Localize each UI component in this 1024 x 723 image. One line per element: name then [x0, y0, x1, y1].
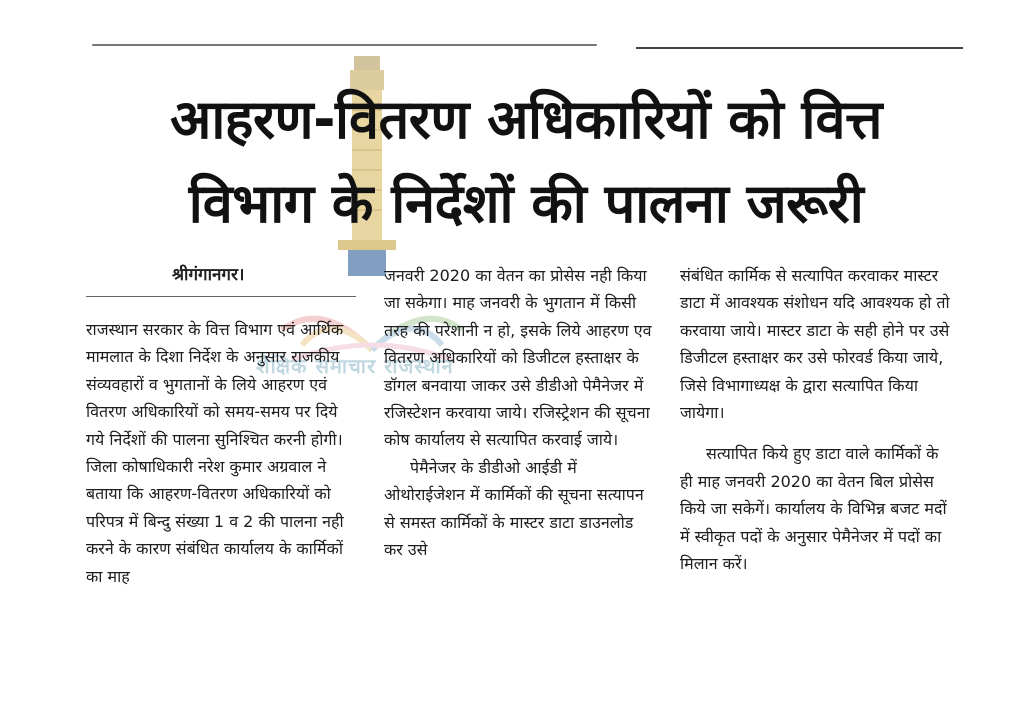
dateline-divider — [86, 296, 356, 297]
headline — [86, 78, 966, 246]
watermark-text: शैक्षिक समाचार राजस्थान — [256, 354, 454, 378]
article-column-2 — [384, 262, 656, 563]
column-2-paragraph-1: जनवरी 2020 का वेतन का प्रोसेस नही किया जा सकेगा। माह जनवरी के भुगतान में किसी तरह की परेशानी न हो, इसके लिये आहरण एव वितरण अधिकारियों को डिजीटल हस्ताक्षर के डॉगल बनवाया जाकर उसे डीडीओ पेमैनेजर में रजिस्टेशन करवाया जाये। रजिस्ट्रेशन की सूचना कोष कार्यालय से सत्यापित करवाई जाये। — [384, 266, 652, 450]
column-3-paragraph-1: संबंधित कार्मिक से सत्यापित करवाकर मास्टर डाटा में आवश्यक संशोधन यदि आवश्यक हो तो करवाया जाये। मास्टर डाटा के सही होने पर उसे डिजीटल हस्ताक्षर कर उसे फोरवर्ड किया जाये, जिसे विभागाध्यक्ष के द्वारा सत्यापित किया जायेगा। — [680, 266, 950, 423]
top-rule-right — [636, 47, 963, 49]
dateline: श्रीगंगानगर। — [172, 265, 245, 285]
column-3-paragraph-2: सत्यापित किये हुए डाटा वाले कार्मिकों के ही माह जनवरी 2020 का वेतन बिल प्रोसेस किये जा सकेगें। कार्यालय के विभिन्न बजट मदों में स्वीकृत पदों के अनुसार पेमैनेजर में पदों का मिलान करें। — [680, 444, 947, 574]
article-column-1 — [86, 316, 358, 590]
headline-line-2: विभाग के निर्देशों की पालना जरूरी — [188, 172, 864, 235]
column-2-paragraph-2: पेमैनेजर के डीडीओ आईडी में ओथोराईजेशन में कार्मिकों की सूचना सत्यापन से समस्त कार्मिकों के मास्टर डाटा डाउनलोड कर उसे — [384, 457, 644, 560]
top-rule-left — [92, 44, 597, 46]
column-1-paragraph-1: राजस्थान सरकार के वित्त विभाग एवं आर्थिक मामलात के दिशा निर्देश के अनुसार राजकीय संव्यवहारों व भुगतानों के लिये आहरण एवं वितरण अधिकारियों को समय-समय पर दिये गये निर्देशों की पालना सुनिश्चित करनी होगी। जिला कोषाधिकारी नरेश कुमार अग्रवाल ने बताया कि आहरण-वितरण अधिकारियों को परिपत्र में बिन्दु संख्या 1 व 2 की पालना नही करने के कारण संबंधित कार्यालय के कार्मिकों का माह — [86, 320, 344, 586]
headline-line-1: आहरण-वितरण अधिकारियों को वित्त — [170, 88, 882, 151]
article-column-3 — [680, 262, 952, 577]
